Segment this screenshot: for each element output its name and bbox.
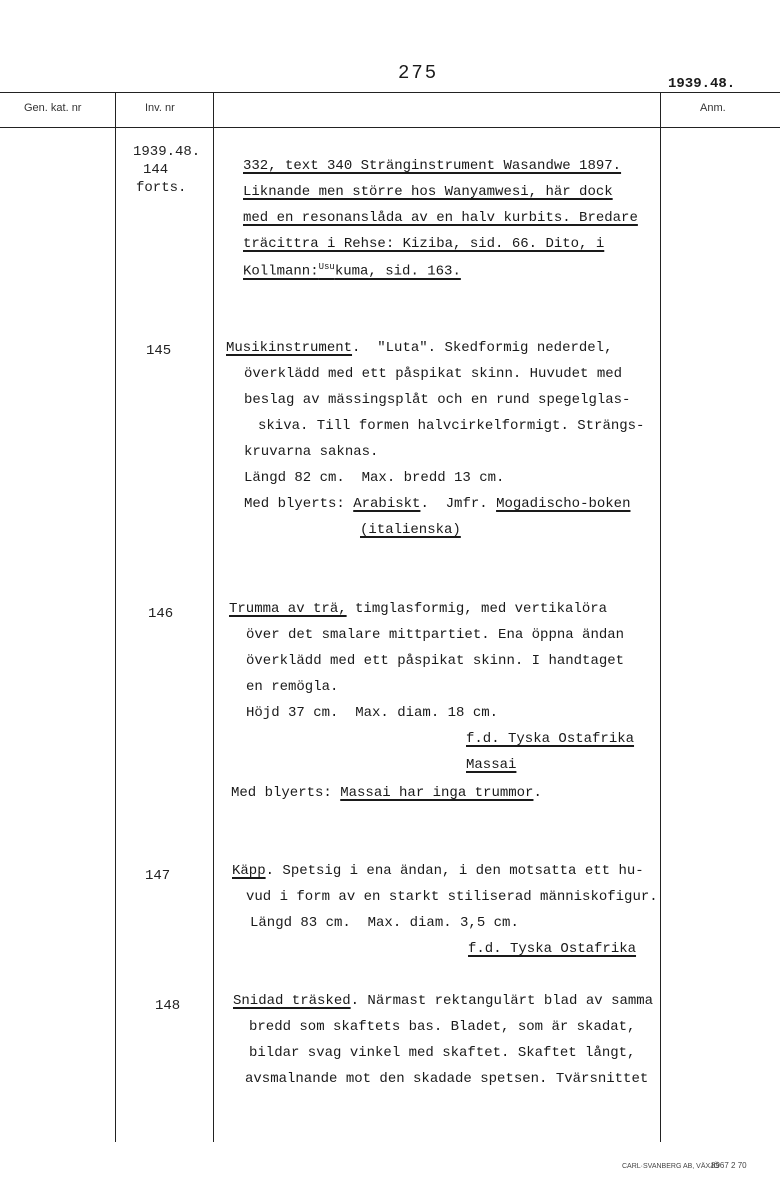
entry-line: en remögla. bbox=[246, 679, 339, 695]
entry-line: Massai bbox=[466, 757, 517, 773]
column-divider-1 bbox=[115, 92, 116, 1142]
entry-line: Liknande men större hos Wanyamwesi, här dock bbox=[243, 184, 613, 200]
column-divider-2 bbox=[213, 92, 214, 1142]
entry-title: Snidad träsked bbox=[233, 993, 351, 1009]
entry-line: vud i form av en starkt stiliserad människofigur. bbox=[246, 889, 658, 905]
inv-146: 146 bbox=[148, 606, 174, 622]
entry-line: (italienska) bbox=[360, 522, 461, 538]
entry-line: Snidad träsked. Närmast rektangulärt blad av samma bbox=[233, 993, 654, 1009]
header-inv: Inv. nr bbox=[145, 102, 175, 114]
entry-line: med en resonanslåda av en halv kurbits. Bredare bbox=[243, 210, 638, 226]
inv-148: 148 bbox=[155, 998, 181, 1014]
inv-144: 1939.48. 144 forts. bbox=[133, 144, 201, 196]
entry-line: skiva. Till formen halvcirkelformigt. Strängs- bbox=[258, 418, 645, 434]
entry-line: beslag av mässingsplåt och en rund spegelglas- bbox=[244, 392, 631, 408]
printer-credit: CARL·SVANBERG AB, VÄXJÖ bbox=[622, 1163, 720, 1170]
entry-line: Med blyerts: Arabiskt. Jmfr. Mogadischo-boken bbox=[244, 496, 631, 512]
entry-line: Käpp. Spetsig i ena ändan, i den motsatta ett hu- bbox=[232, 863, 644, 879]
column-divider-3 bbox=[660, 92, 661, 1142]
entry-line: överklädd med ett påspikat skinn. Huvudet med bbox=[244, 366, 623, 382]
year-reference: 1939.48. bbox=[668, 76, 736, 92]
entry-line: Med blyerts: Massai har inga trummor. bbox=[231, 785, 542, 801]
entry-line: överklädd med ett påspikat skinn. I handtaget bbox=[246, 653, 625, 669]
header-gen-kat: Gen. kat. nr bbox=[24, 102, 82, 114]
entry-line: Längd 83 cm. Max. diam. 3,5 cm. bbox=[250, 915, 519, 931]
inv-147: 147 bbox=[145, 868, 171, 884]
page-number: 275 bbox=[398, 62, 439, 84]
entry-line: f.d. Tyska Ostafrika bbox=[466, 731, 635, 747]
entry-line: f.d. Tyska Ostafrika bbox=[468, 941, 637, 957]
entry-line: bredd som skaftets bas. Bladet, som är skadat, bbox=[249, 1019, 636, 1035]
entry-line: Längd 82 cm. Max. bredd 13 cm. bbox=[244, 470, 505, 486]
header-top-rule bbox=[0, 92, 780, 93]
header-bottom-rule bbox=[0, 127, 780, 128]
entry-line: Kollmann:$^{Usu}$kuma, sid. 163. bbox=[243, 262, 461, 280]
entry-line: över det smalare mittpartiet. Ena öppna ändan bbox=[246, 627, 625, 643]
entry-line: 332, text 340 Stränginstrument Wasandwe 1897. bbox=[243, 158, 622, 174]
entry-title: Käpp bbox=[232, 863, 266, 879]
entry-line: Höjd 37 cm. Max. diam. 18 cm. bbox=[246, 705, 499, 721]
inv-145: 145 bbox=[146, 343, 172, 359]
entry-line: Musikinstrument. "Luta". Skedformig nederdel, bbox=[226, 340, 613, 356]
entry-line: träcittra i Rehse: Kiziba, sid. 66. Dito, i bbox=[243, 236, 605, 252]
entry-line: Trumma av trä, timglasformig, med vertikalöra bbox=[229, 601, 608, 617]
form-code: 8967 2 70 bbox=[711, 1161, 747, 1170]
header-anm: Anm. bbox=[700, 102, 726, 114]
entry-title: Trumma av trä, bbox=[229, 601, 347, 617]
entry-line: avsmalnande mot den skadade spetsen. Tvärsnittet bbox=[245, 1071, 649, 1087]
entry-line: bildar svag vinkel med skaftet. Skaftet långt, bbox=[249, 1045, 636, 1061]
entry-title: Musikinstrument bbox=[226, 340, 353, 356]
entry-line: kruvarna saknas. bbox=[244, 444, 379, 460]
